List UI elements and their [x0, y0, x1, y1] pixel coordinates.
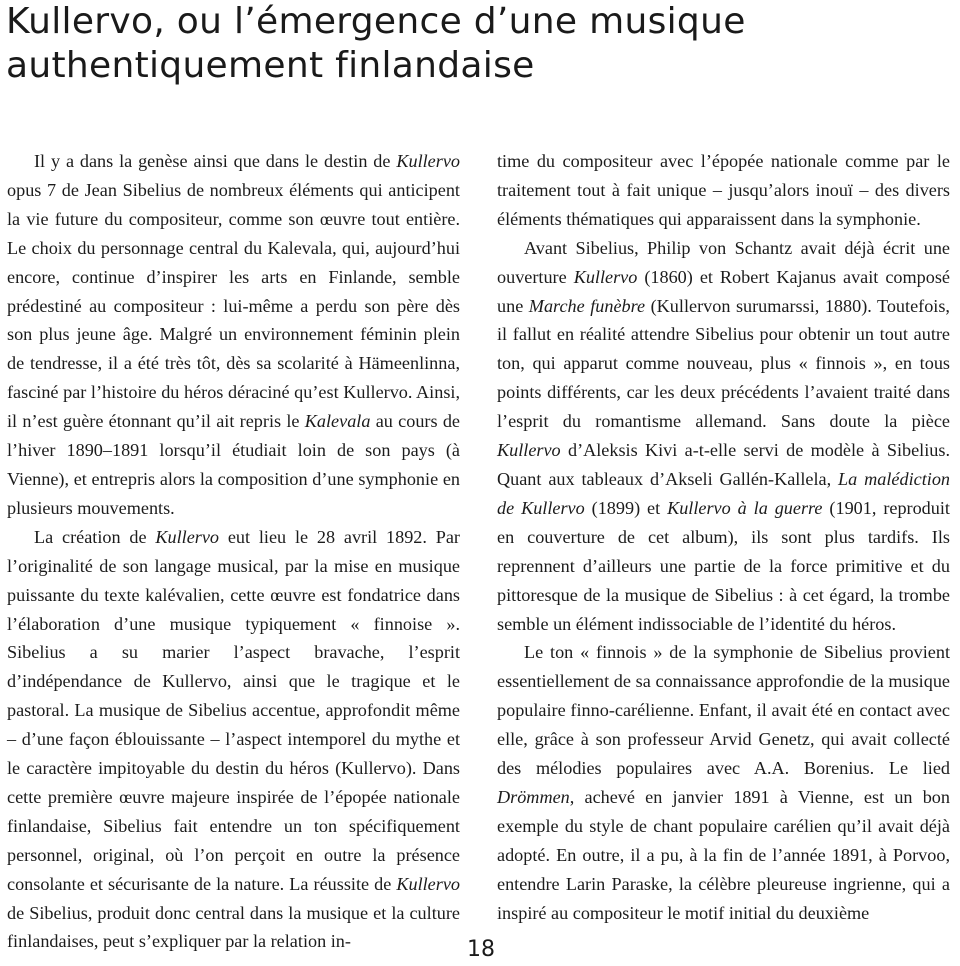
right-column: [497, 147, 950, 927]
paragraph: Avant Sibelius, Philip von Schantz avait déjà écrit une ouverture Kullervo (1860) et Robert Kajanus avait composé une Marche funèbre (Kullervon surumarssi, 1880). Toutefois, il fallut en réalité attendre Sibelius pour obtenir un tout autre ton, qui apparut comme nouveau, plus « finnois », en tous points différents, car les deux précédents l’avaient traité dans l’esprit du romantisme allemand. Sans doute la pièce Kullervo d’Aleksis Kivi a-t-elle servi de modèle à Sibelius. Quant aux tableaux d’Akseli Gallén-Kallela, La malédiction de Kullervo (1899) et Kullervo à la guerre (1901, reproduit en couverture de cet album), ils sont plus tardifs. Ils reprennent d’ailleurs une partie de la force primitive et du pittoresque de la musique de Sibelius : à cet égard, la trombe semble un élément indissociable de l’identité du héros.: [497, 237, 951, 634]
italic-title: Kullervo: [155, 526, 220, 547]
italic-title: Kalevala: [304, 411, 371, 432]
paragraph: Le ton « finnois » de la symphonie de Sibelius provient essentiellement de sa connaissance approfondie de la musique populaire finno-carélienne. Enfant, il avait été en contact avec elle, grâce à son professeur Arvid Genetz, qui avait collecté des mélodies populaires avec A.A. Borenius. Le lied Drömmen, achevé en janvier 1891 à Vienne, est un bon exemple du style de chant populaire carélien qu’il avait déjà adopté. En outre, il a pu, à la fin de l’année 1891, à Porvoo, entendre Larin Paraske, la célèbre pleureuse ingrienne, qui a inspiré au compositeur le motif initial du deuxième: [497, 642, 950, 923]
paragraph: Il y a dans la genèse ainsi que dans le destin de Kullervo opus 7 de Jean Sibelius de nombreux éléments qui anticipent la vie future du compositeur, comme son œuvre tout entière. Le choix du personnage central du Kalevala, qui, aujourd’hui encore, continue d’inspirer les arts en Finlande, semble prédestiné au compositeur : lui-même a perdu son père dès son plus jeune âge. Malgré un environnement féminin plein de tendresse, il a été très tôt, dès sa scolarité à Hämeenlinna, fasciné par l’histoire du héros déraciné qu’est Kullervo. Ainsi, il n’est guère étonnant qu’il ait repris le Kalevala au cours de l’hiver 1890–1891 lorsqu’il étudiait loin de son pays (à Vienne), et entrepris alors la composition d’une symphonie en plusieurs mouvements.: [7, 151, 460, 518]
paragraph: La création de Kullervo eut lieu le 28 avril 1892. Par l’originalité de son langage musical, par la mise en musique puissante du texte kalévalien, cette œuvre est fondatrice dans l’élaboration d’une musique typiquement « finnoise ». Sibelius a su marier l’aspect bravache, l’esprit d’indépendance de Kullervo, ainsi que le tragique et le pastoral. La musique de Sibelius accentue, approfondit même – d’une façon éblouissante – l’aspect intemporel du mythe et le caractère impitoyable du destin du héros (Kullervo). Dans cette première œuvre majeure inspirée de l’épopée nationale finlandaise, Sibelius fait entendre un ton spécifiquement personnel, original, où l’on perçoit en outre la présence consolante et sécurisante de la nature. La réussite de Kullervo de Sibelius, produit donc central dans la musique et la culture finlandaises, peut s’expliquer par la relation in-: [7, 526, 460, 952]
page-title: Kullervo, ou l’émergence d’une musique authentiquement finlandaise: [6, 1, 746, 86]
italic-title: Kullervo: [497, 440, 561, 461]
paragraph: time du compositeur avec l’épopée nationale comme par le traitement tout à fait unique – jusqu’alors inouï – des divers éléments thématiques qui apparaissent dans la symphonie.: [497, 151, 950, 229]
left-column: [7, 147, 460, 956]
italic-title: Kullervo: [396, 873, 460, 894]
italic-title: Kullervo: [573, 266, 638, 287]
italic-title: Drömmen: [497, 786, 570, 807]
italic-title: Kullervo à la guerre: [667, 497, 823, 518]
page-number: 18: [467, 937, 495, 962]
italic-title: Marche funèbre: [528, 295, 646, 316]
italic-title: Kullervo: [396, 151, 460, 171]
italic-title: La malédiction de Kullervo: [497, 468, 951, 518]
